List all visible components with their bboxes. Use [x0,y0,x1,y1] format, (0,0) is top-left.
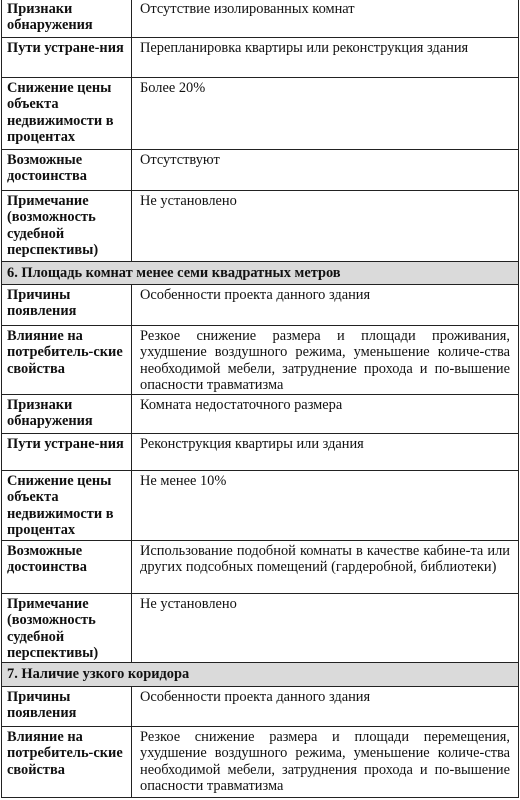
table-row [2,395,519,434]
table-row [2,326,519,395]
row-value: Реконструкция квартиры или здания [132,434,519,471]
row-label: Примечание (возможность судебной перспективы) [2,191,132,262]
table-row [2,727,519,798]
table-row [2,0,519,38]
row-label: Признаки обнаружения [2,0,132,38]
table-row [2,38,519,78]
row-label: Причины появления [2,687,132,727]
row-value: Не установлено [132,191,519,262]
row-label: Снижение цены объекта недвижимости в процентах [2,78,132,150]
row-label: Снижение цены объекта недвижимости в процентах [2,471,132,541]
table-row [2,541,519,594]
section-title: 7. Наличие узкого коридора [2,663,519,687]
table-row [2,687,519,727]
row-label: Пути устране-ния [2,434,132,471]
row-value: Отсутствие изолированных комнат [132,0,519,38]
table-row [2,78,519,150]
section-header-row [2,262,519,285]
row-label: Влияние на потребитель-ские свойства [2,326,132,395]
row-value: Комната недостаточного размера [132,395,519,434]
row-label: Возможные достоинства [2,541,132,594]
row-value: Особенности проекта данного здания [132,285,519,326]
table-row [2,434,519,471]
table-row [2,150,519,191]
row-value: Особенности проекта данного здания [132,687,519,727]
section-title: 6. Площадь комнат менее семи квадратных метров [2,262,519,285]
row-value: Использование подобной комнаты в качестве кабине-та или других подсобных помещений (гардеробной, библиотеки) [132,541,519,594]
row-value: Резкое снижение размера и площади перемещения, ухудшение воздушного режима, уменьшение количе-ства необходимой мебели, затруднения прохода и по-вышение опасности травматизма [132,727,519,798]
row-label: Признаки обнаружения [2,395,132,434]
table-row [2,594,519,663]
row-value: Отсутствуют [132,150,519,191]
defects-table [1,0,519,798]
row-value: Перепланировка квартиры или реконструкция здания [132,38,519,78]
table-row [2,191,519,262]
row-value: Более 20% [132,78,519,150]
section-header-row [2,663,519,687]
table-row [2,471,519,541]
row-label: Примечание (возможность судебной перспективы) [2,594,132,663]
row-label: Пути устране-ния [2,38,132,78]
row-value: Не установлено [132,594,519,663]
row-value: Резкое снижение размера и площади проживания, ухудшение воздушного режима, уменьшение количе-ства необходимой мебели, затруднение прохода и по-вышение опасности травматизма [132,326,519,395]
table-row [2,285,519,326]
row-value: Не менее 10% [132,471,519,541]
row-label: Причины появления [2,285,132,326]
row-label: Возможные достоинства [2,150,132,191]
row-label: Влияние на потребитель-ские свойства [2,727,132,798]
